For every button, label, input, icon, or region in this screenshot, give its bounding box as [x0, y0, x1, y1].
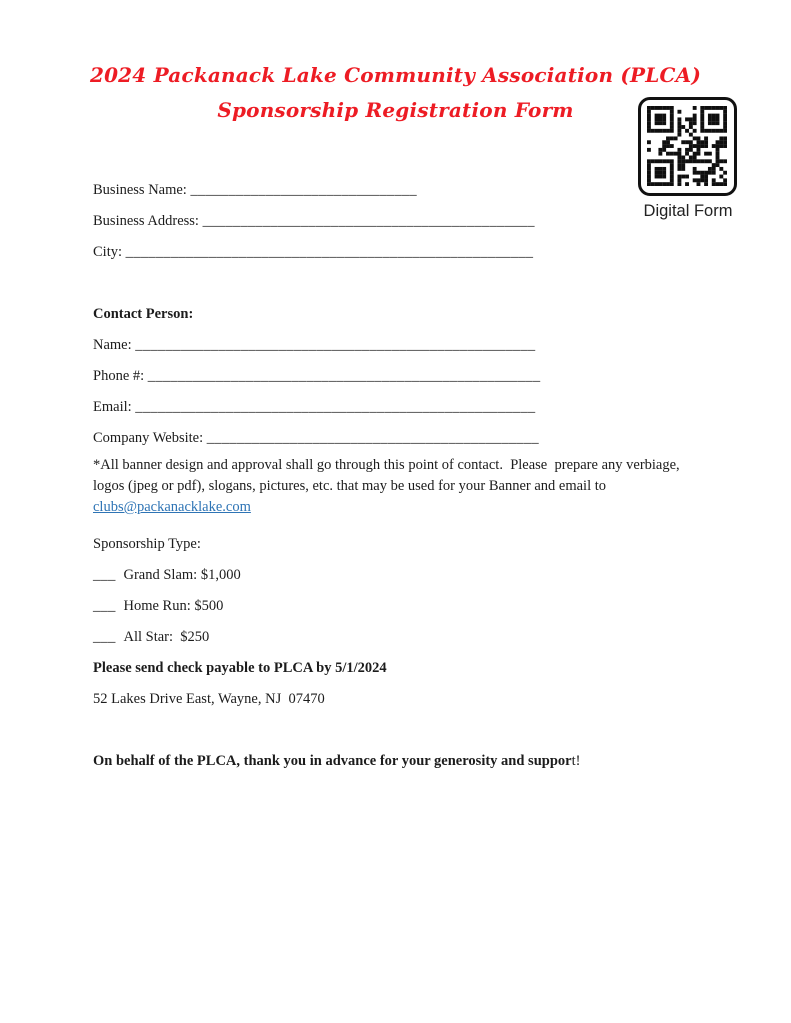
form-title-line1: 2024 Packanack Lake Community Association (PLCA)	[89, 63, 702, 87]
sponsorship-option-home-run-label: Home Run: $500	[123, 598, 224, 614]
field-business-address-blank: ____________________________________________	[202, 213, 535, 229]
banner-note	[93, 455, 693, 518]
field-contact-name-label: Name:	[93, 337, 136, 353]
email-link[interactable]: clubs@packanacklake.com	[93, 499, 251, 515]
sponsorship-option-all-star	[93, 622, 736, 653]
qr-caption: Digital Form	[643, 202, 733, 220]
payment-instruction: Please send check payable to PLCA by 5/1/2024	[93, 660, 387, 676]
blank-line	[93, 715, 736, 746]
contact-person-heading: Contact Person:	[93, 306, 194, 322]
field-city	[93, 237, 736, 268]
closing-statement-regular: t!	[571, 753, 581, 769]
field-business-name-label: Business Name:	[93, 182, 191, 198]
field-city-blank: ______________________________________________________	[125, 244, 534, 260]
closing-statement	[93, 746, 736, 777]
mailing-address: 52 Lakes Drive East, Wayne, NJ 07470	[93, 691, 325, 707]
closing-statement-bold: On behalf of the PLCA, thank you in advance for your generosity and suppor	[93, 753, 572, 769]
field-contact-email	[93, 392, 736, 423]
field-company-website	[93, 423, 736, 454]
sponsorship-option-home-run	[93, 591, 736, 622]
banner-note-text: *All banner design and approval shall go through this point of contact. Please prepare any verbiage, logos (jpeg or pdf), slogans, pictures, etc. that may be used for your Banner and email to	[93, 457, 684, 494]
field-company-website-label: Company Website:	[93, 430, 207, 446]
field-business-address-label: Business Address:	[93, 213, 203, 229]
form-body	[0, 175, 791, 777]
field-contact-name-blank: _____________________________________________________	[135, 337, 536, 353]
form-title-line2: Sponsorship Registration Form	[217, 98, 574, 122]
sponsorship-option-home-run-blank: ___	[93, 598, 124, 614]
field-contact-phone-label: Phone #:	[93, 368, 148, 384]
sponsorship-option-grand-slam-label: Grand Slam: $1,000	[123, 567, 241, 583]
sponsorship-option-all-star-label: All Star: $250	[123, 629, 210, 645]
field-business-name-blank: ______________________________	[190, 182, 417, 198]
qr-block	[638, 97, 738, 221]
field-contact-name	[93, 330, 736, 361]
field-contact-email-blank: _____________________________________________________	[135, 399, 536, 415]
field-contact-phone	[93, 361, 736, 392]
blank-line	[93, 268, 736, 299]
qr-code-icon	[638, 97, 737, 196]
field-city-label: City:	[93, 244, 126, 260]
field-company-website-blank: ____________________________________________	[206, 430, 539, 446]
field-contact-phone-blank: ____________________________________________________	[147, 368, 541, 384]
sponsorship-option-grand-slam-blank: ___	[93, 567, 124, 583]
field-contact-email-label: Email:	[93, 399, 136, 415]
sponsorship-option-grand-slam	[93, 560, 736, 591]
sponsorship-type-heading: Sponsorship Type:	[93, 536, 201, 552]
sponsorship-option-all-star-blank: ___	[93, 629, 124, 645]
